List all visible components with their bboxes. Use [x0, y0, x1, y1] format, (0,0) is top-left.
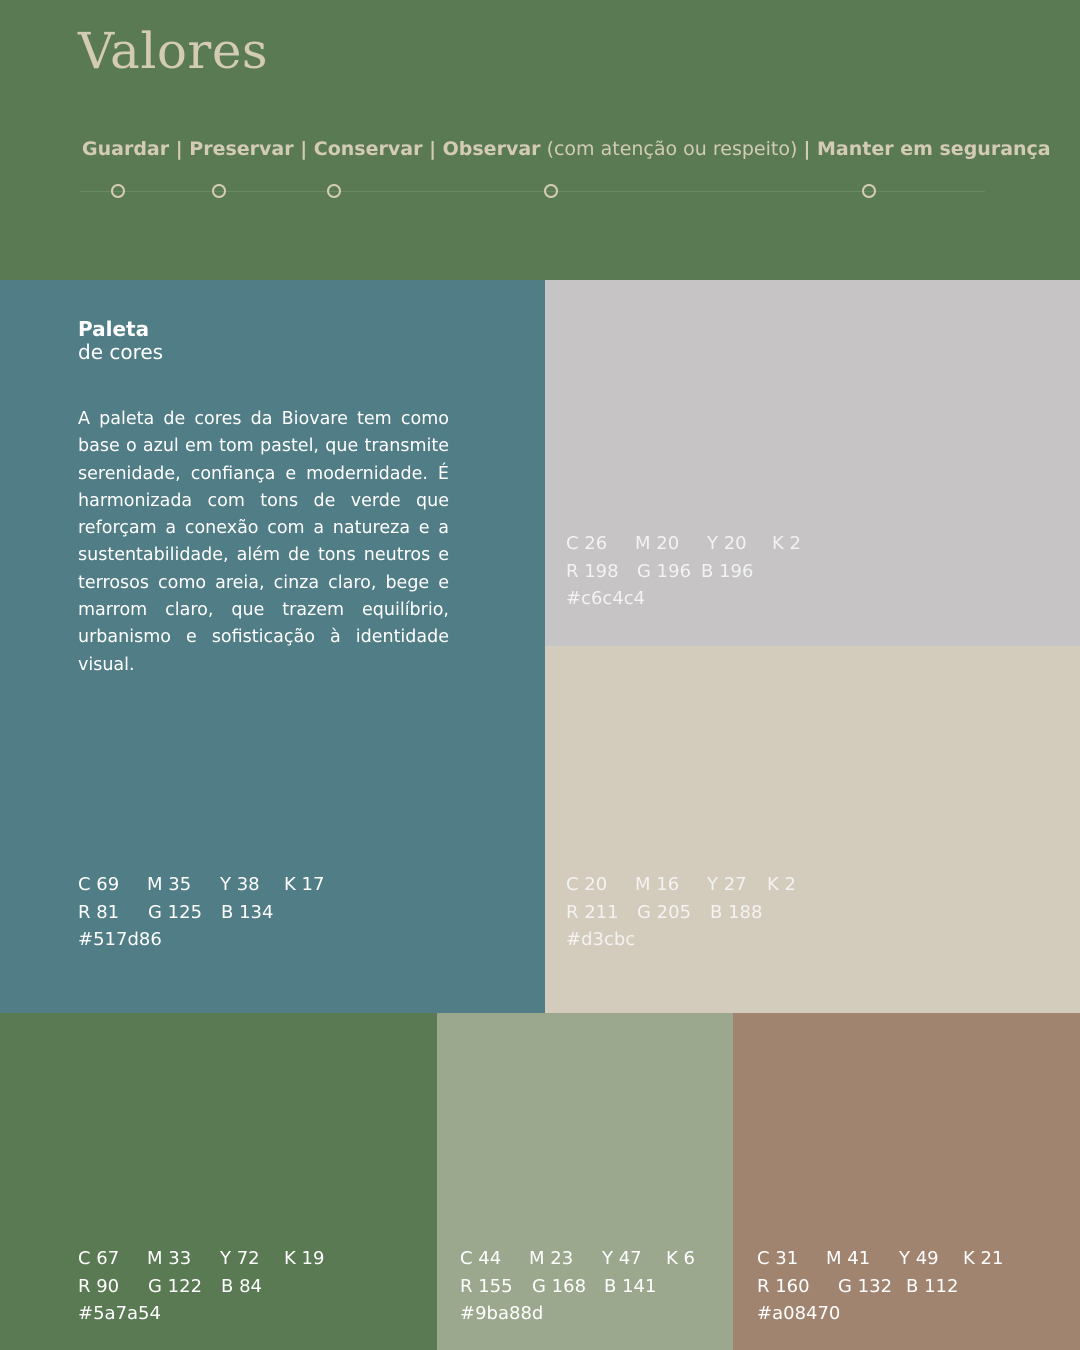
rgb-b: B 84 [221, 1275, 262, 1297]
color-spec-brown [757, 1245, 1003, 1328]
hex-code: #a08470 [757, 1303, 841, 1324]
rgb-r: R 90 [78, 1275, 120, 1297]
rgb-r: R 211 [566, 901, 619, 923]
cmyk-c: C 67 [78, 1248, 120, 1269]
rgb-b: B 188 [710, 901, 763, 923]
color-spec-beige [566, 871, 796, 954]
cmyk-c: C 44 [460, 1248, 502, 1269]
rgb-r: R 155 [460, 1275, 513, 1297]
rgb-g: G 132 [838, 1275, 893, 1297]
timeline-dot [111, 184, 125, 198]
hex-code: #c6c4c4 [566, 588, 646, 609]
cmyk-y: Y 72 [220, 1248, 260, 1269]
rgb-g: G 168 [532, 1275, 587, 1297]
rgb-b: B 134 [221, 901, 274, 923]
cmyk-c: C 26 [566, 533, 608, 554]
rgb-r: R 81 [78, 901, 120, 923]
values-line [82, 138, 1051, 160]
rgb-b: B 196 [701, 560, 754, 582]
cmyk-y: Y 49 [899, 1248, 939, 1269]
cmyk-y: Y 47 [602, 1248, 642, 1269]
cmyk-y: Y 38 [220, 874, 260, 895]
hex-code: #9ba88d [460, 1303, 544, 1324]
value-word: Preservar [189, 138, 294, 160]
cmyk-y: Y 20 [707, 533, 747, 554]
value-word: Observar [442, 138, 541, 160]
cmyk-k: K 6 [666, 1248, 695, 1269]
cmyk-k: K 19 [284, 1248, 325, 1269]
cmyk-c: C 20 [566, 874, 608, 895]
cmyk-k: K 17 [284, 874, 325, 895]
cmyk-k: K 2 [772, 533, 801, 554]
timeline-dot [862, 184, 876, 198]
cmyk-m: M 41 [826, 1248, 871, 1269]
cmyk-m: M 33 [147, 1248, 192, 1269]
value-word: Guardar [82, 138, 170, 160]
cmyk-m: M 35 [147, 874, 192, 895]
cmyk-y: Y 27 [707, 874, 747, 895]
rgb-r: R 160 [757, 1275, 810, 1297]
value-note: (com atenção ou respeito) [540, 138, 804, 160]
cmyk-m: M 16 [635, 874, 680, 895]
rgb-b: B 112 [906, 1275, 959, 1297]
rgb-b: B 141 [604, 1275, 657, 1297]
rgb-g: G 205 [637, 901, 692, 923]
rgb-g: G 196 [637, 560, 692, 582]
value-word: Conservar [313, 138, 423, 160]
palette-title: Paleta [78, 317, 150, 341]
cmyk-m: M 23 [529, 1248, 574, 1269]
color-spec-green [78, 1245, 324, 1328]
cmyk-k: K 21 [963, 1248, 1004, 1269]
swatch-beige [545, 646, 1080, 1013]
color-spec-gray [566, 530, 801, 613]
timeline-dot [544, 184, 558, 198]
cmyk-c: C 69 [78, 874, 120, 895]
palette-subtitle: de cores [78, 340, 164, 364]
cmyk-m: M 20 [635, 533, 680, 554]
separator: | [169, 138, 190, 160]
palette-heading [78, 318, 163, 364]
separator: | [293, 138, 314, 160]
timeline-dot [212, 184, 226, 198]
color-spec-sage [460, 1245, 695, 1328]
rgb-r: R 198 [566, 560, 619, 582]
palette-description: A paleta de cores da Biovare tem como base o azul em tom pastel, que transmite serenidade, confiança e modernidade. É harmonizada com tons de verde que reforçam a conexão com a natureza e a sustentabilidade, além de tons neutros e terrosos como areia, cinza claro, bege e marrom claro, que trazem equilíbrio, urbanismo e sofisticação à identidade visual. [78, 409, 449, 675]
separator: | [422, 138, 443, 160]
rgb-g: G 122 [148, 1275, 203, 1297]
page-title: Valores [78, 22, 269, 80]
cmyk-k: K 2 [767, 874, 796, 895]
timeline-dot [327, 184, 341, 198]
color-spec-blue [78, 871, 324, 954]
value-word: | Manter em segurança [803, 138, 1051, 160]
rgb-g: G 125 [148, 901, 203, 923]
hex-code: #517d86 [78, 929, 162, 950]
cmyk-c: C 31 [757, 1248, 799, 1269]
hex-code: #5a7a54 [78, 1303, 161, 1324]
hex-code: #d3cbc [566, 929, 636, 950]
